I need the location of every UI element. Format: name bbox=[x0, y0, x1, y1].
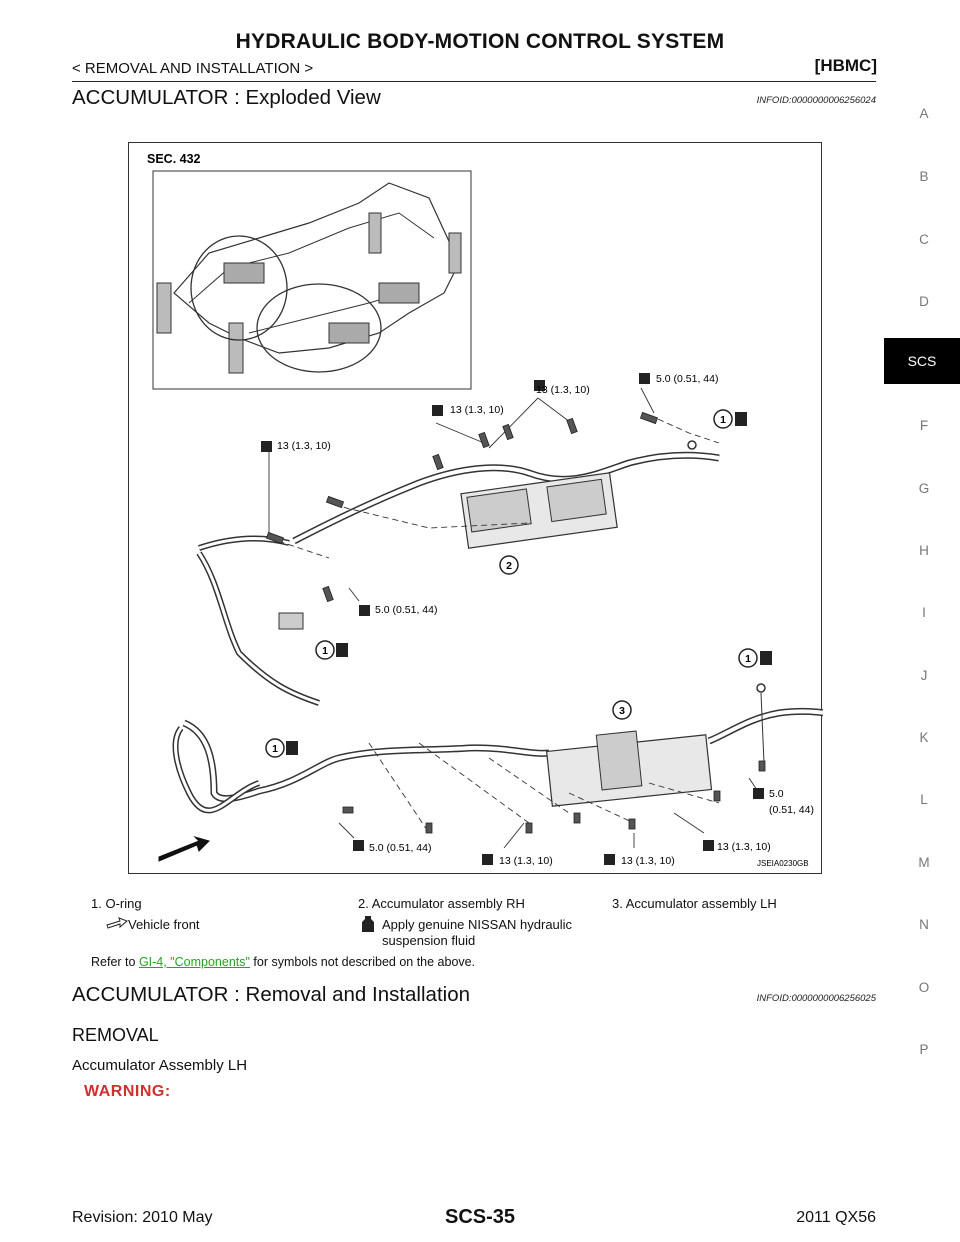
components-link[interactable]: GI-4, "Components" bbox=[138, 955, 250, 969]
side-index-scs-active[interactable]: SCS bbox=[884, 338, 960, 384]
side-index-p[interactable]: P bbox=[919, 1042, 929, 1057]
o-ring-lh bbox=[757, 684, 765, 692]
wrench-icon bbox=[261, 441, 272, 452]
accumulator-assembly-rh-drawing bbox=[199, 441, 719, 703]
legend-item-1 bbox=[91, 896, 142, 912]
side-index-g[interactable]: G bbox=[918, 481, 930, 496]
callout-number: 1 bbox=[745, 653, 751, 665]
legend-number: 3. bbox=[612, 896, 623, 911]
section-number-label: SEC. 432 bbox=[147, 152, 201, 166]
wrench-icon bbox=[753, 788, 764, 799]
wrench-icon bbox=[604, 854, 615, 865]
fluid-legend-line-1: Apply genuine NISSAN hydraulic bbox=[382, 917, 573, 932]
side-index-a[interactable]: A bbox=[919, 106, 929, 121]
refer-note bbox=[91, 955, 475, 969]
fluid-legend-line-2: suspension fluid bbox=[382, 933, 476, 948]
page-number: SCS-35 bbox=[444, 1206, 516, 1228]
callout-number: 1 bbox=[720, 414, 726, 426]
vehicle-front-arrow-icon bbox=[106, 915, 128, 929]
torque-label: 13 (1.3, 10) bbox=[717, 841, 771, 853]
callout-number: 1 bbox=[322, 645, 328, 657]
exploded-view-drawing bbox=[129, 143, 823, 875]
wrench-icon bbox=[353, 840, 364, 851]
removal-heading: REMOVAL bbox=[72, 1025, 159, 1045]
exploded-view-figure bbox=[128, 142, 822, 874]
breadcrumb: < REMOVAL AND INSTALLATION > bbox=[72, 60, 314, 77]
vehicle-overview-inset bbox=[153, 171, 471, 389]
fluid-bottle-icon bbox=[735, 412, 747, 426]
refer-prefix: Refer to bbox=[91, 955, 139, 969]
wrench-icon bbox=[639, 373, 650, 384]
accumulator-lh-subheading: Accumulator Assembly LH bbox=[72, 1057, 248, 1074]
vehicle-front-symbol bbox=[106, 915, 128, 932]
fluid-bottle-icon bbox=[360, 915, 376, 933]
legend-text: Accumulator assembly RH bbox=[371, 896, 525, 911]
refer-suffix: for symbols not described on the above. bbox=[249, 955, 476, 969]
section-title-exploded-view: ACCUMULATOR : Exploded View bbox=[72, 86, 381, 109]
side-index-b[interactable]: B bbox=[919, 169, 929, 184]
footer-model: 2011 QX56 bbox=[796, 1209, 876, 1226]
callout-markers bbox=[266, 410, 772, 757]
legend-number: 2. bbox=[358, 896, 369, 911]
callout-number: 3 bbox=[619, 705, 625, 717]
torque-label: 13 (1.3, 10) bbox=[621, 855, 675, 867]
side-index-o[interactable]: O bbox=[918, 980, 930, 995]
legend-text: Accumulator assembly LH bbox=[625, 896, 777, 911]
torque-label: 13 (1.3, 10) bbox=[536, 384, 590, 396]
side-index-i[interactable]: I bbox=[922, 605, 926, 620]
side-index-d[interactable]: D bbox=[919, 294, 929, 309]
vehicle-front-legend-text: Vehicle front bbox=[128, 917, 200, 932]
figure-id: JSEIA0230GB bbox=[757, 859, 809, 868]
torque-label: 5.0 bbox=[769, 788, 784, 800]
torque-label: (0.51, 44) bbox=[769, 804, 814, 816]
legend-text: O-ring bbox=[105, 896, 142, 911]
side-index-h[interactable]: H bbox=[919, 543, 929, 558]
legend-item-3 bbox=[612, 896, 777, 912]
section-title-removal-installation: ACCUMULATOR : Removal and Installation bbox=[72, 983, 470, 1006]
torque-label: 5.0 (0.51, 44) bbox=[375, 604, 438, 616]
fluid-bottle-icon bbox=[286, 741, 298, 755]
system-code: [HBMC] bbox=[814, 56, 877, 75]
warning-label: WARNING: bbox=[84, 1083, 171, 1100]
side-index-c[interactable]: C bbox=[919, 232, 929, 247]
document-title: HYDRAULIC BODY-MOTION CONTROL SYSTEM bbox=[235, 30, 725, 53]
side-index-n[interactable]: N bbox=[919, 917, 929, 932]
torque-label: 5.0 (0.51, 44) bbox=[656, 373, 719, 385]
fluid-bottle-icon bbox=[760, 651, 772, 665]
side-index-k[interactable]: K bbox=[919, 730, 929, 745]
accumulator-assembly-lh-drawing bbox=[159, 684, 823, 861]
callout-number: 1 bbox=[272, 743, 278, 755]
header-divider bbox=[72, 81, 876, 82]
fluid-symbol bbox=[360, 915, 376, 936]
torque-label: 13 (1.3, 10) bbox=[450, 404, 504, 416]
fluid-legend-text bbox=[382, 917, 572, 949]
legend-number: 1. bbox=[91, 896, 102, 911]
vehicle-front-arrow-icon bbox=[159, 837, 209, 861]
callout-number: 2 bbox=[506, 560, 512, 572]
torque-label: 13 (1.3, 10) bbox=[499, 855, 553, 867]
fluid-bottle-icon bbox=[336, 643, 348, 657]
wrench-icon bbox=[482, 854, 493, 865]
side-index-j[interactable]: J bbox=[920, 668, 928, 683]
legend-item-2 bbox=[358, 896, 525, 912]
wrench-icon bbox=[703, 840, 714, 851]
torque-label: 5.0 (0.51, 44) bbox=[369, 842, 432, 854]
wrench-icon bbox=[432, 405, 443, 416]
wrench-icon bbox=[359, 605, 370, 616]
side-index-m[interactable]: M bbox=[918, 855, 930, 870]
info-id-removal-installation: INFOID:0000000006256025 bbox=[756, 993, 876, 1004]
info-id-exploded-view: INFOID:0000000006256024 bbox=[756, 95, 876, 106]
torque-label: 13 (1.3, 10) bbox=[277, 440, 331, 452]
side-index-l[interactable]: L bbox=[920, 792, 928, 807]
footer-revision: Revision: 2010 May bbox=[72, 1209, 213, 1226]
o-ring-rh bbox=[688, 441, 696, 449]
side-index-f[interactable]: F bbox=[919, 418, 929, 433]
